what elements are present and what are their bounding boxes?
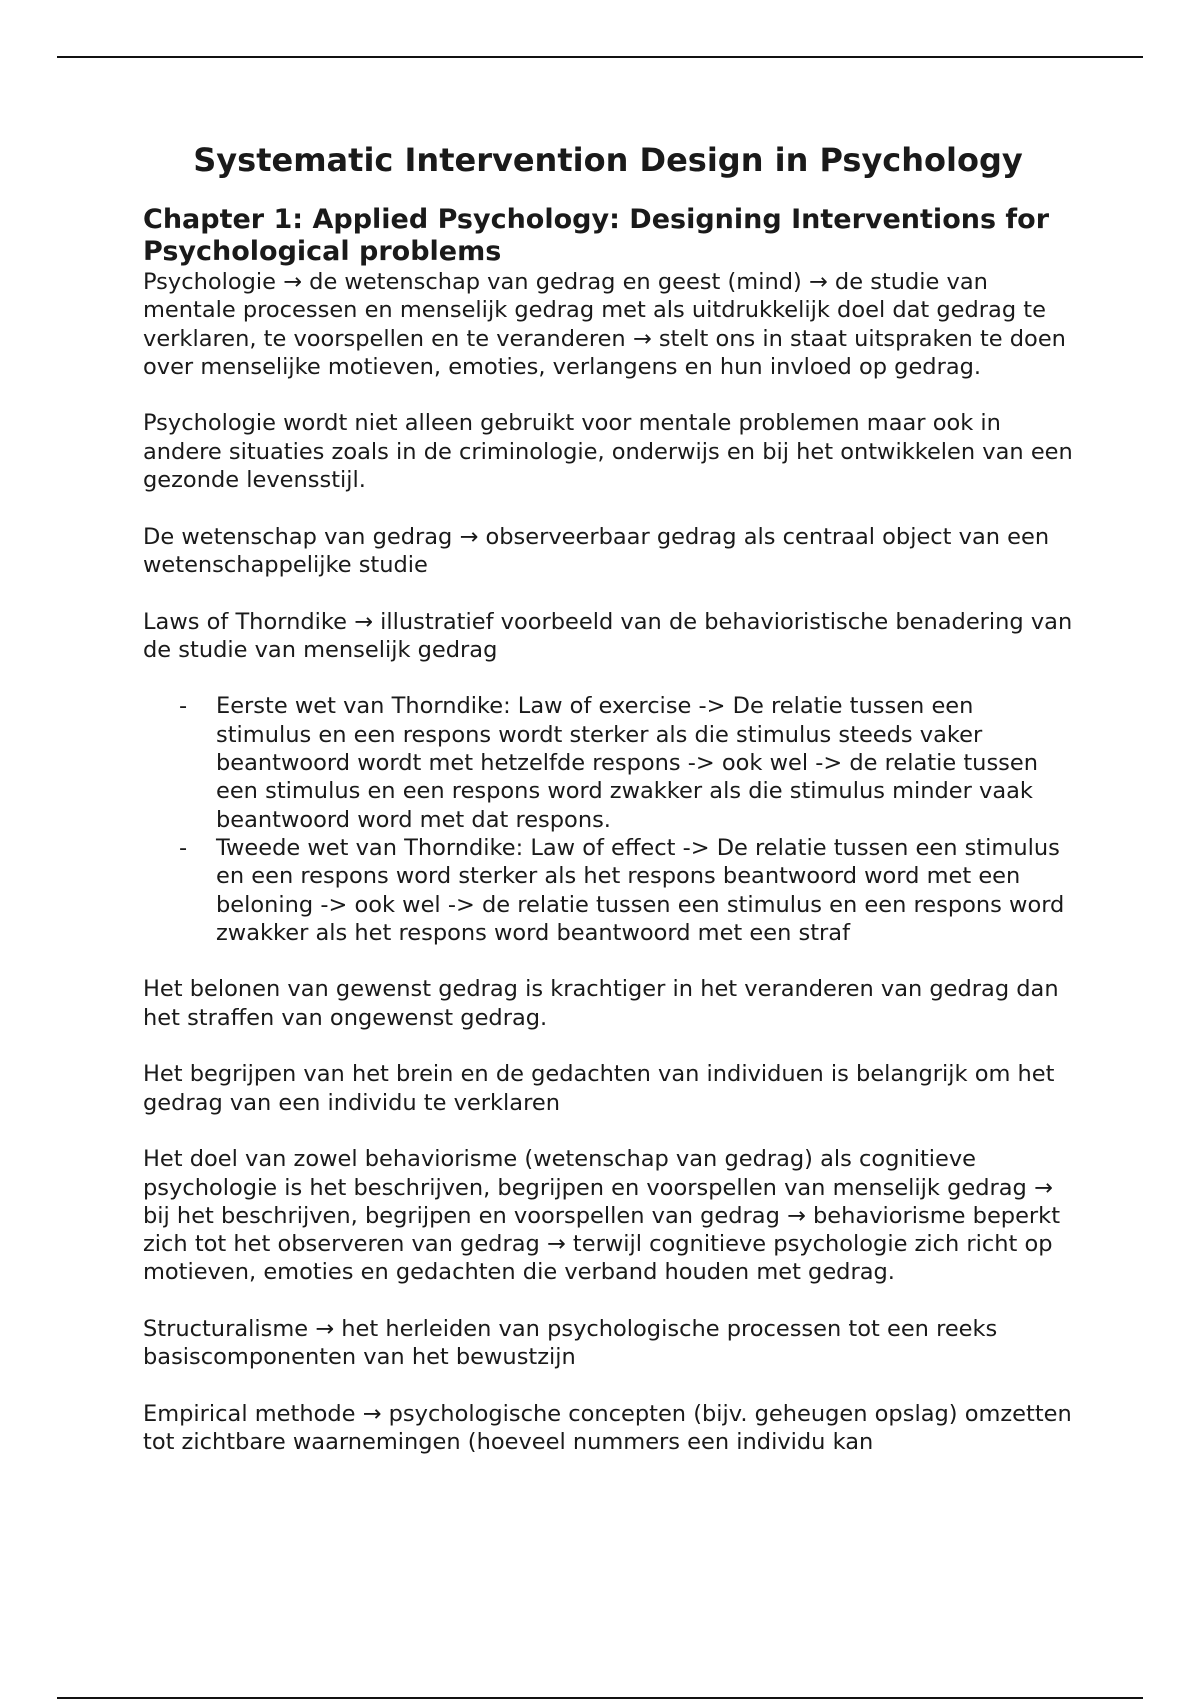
- top-rule: [57, 56, 1143, 58]
- list-bullet: -: [179, 693, 188, 720]
- list-item-text: Tweede wet van Thorndike: Law of effect -> De relatie tussen een stimulus en een respons word sterker als het respons beantwoord word met een beloning -> ook wel -> de relatie tussen een stimulus en een respons word zwakker als het respons word beantwoord met een straf: [216, 834, 1065, 946]
- list-bullet: -: [179, 834, 188, 861]
- thorndike-laws-list: [143, 692, 1073, 947]
- paragraph-laws-of-thorndike: Laws of Thorndike → illustratief voorbeeld van de behavioristische benadering van de studie van menselijk gedrag: [143, 608, 1073, 663]
- paragraph-psychologie-definition: Psychologie → de wetenschap van gedrag en geest (mind) → de studie van mentale processen en menselijk gedrag met als uitdrukkelijk doel dat gedrag te verklaren, te voorspellen en te veranderen → stelt ons in staat uitspraken te doen over menselijke motieven, emoties, verlangens en hun invloed op gedrag.: [143, 269, 1066, 380]
- paragraph-wetenschap-van-gedrag: De wetenschap van gedrag → observeerbaar gedrag als centraal object van een wetenschappelijke studie: [143, 523, 1050, 578]
- list-item-law-of-exercise: [143, 692, 1073, 833]
- bottom-rule: [57, 1697, 1143, 1699]
- document-body: [143, 136, 1073, 1485]
- paragraph-brein-en-gedachten: Het begrijpen van het brein en de gedachten van individuen is belangrijk om het gedrag van een individu te verklaren: [143, 1061, 1055, 1116]
- paragraph-belonen: Het belonen van gewenst gedrag is krachtiger in het veranderen van gedrag dan het straffen van ongewenst gedrag.: [143, 976, 1059, 1031]
- list-item-text: Eerste wet van Thorndike: Law of exercise -> De relatie tussen een stimulus en een respons wordt sterker als die stimulus steeds vaker beantwoord wordt met hetzelfde respons -> ook wel -> de relatie tussen een stimulus en een respons word zwakker als die stimulus minder vaak beantwoord word met dat respons.: [216, 693, 1038, 833]
- list-item-law-of-effect: [143, 834, 1073, 947]
- document-title: Systematic Intervention Design in Psychology: [193, 141, 1023, 179]
- paragraph-structuralisme: Structuralisme → het herleiden van psychologische processen tot een reeks basiscomponenten van het bewustzijn: [143, 1315, 998, 1371]
- paragraph-behaviorisme-cognitief: Het doel van zowel behaviorisme (wetenschap van gedrag) als cognitieve psychologie is het beschrijven, begrijpen en voorspellen van menselijk gedrag → bij het beschrijven, begrijpen en voorspellen van gedrag → behaviorisme beperkt zich tot het observeren van gedrag → terwijl cognitieve psychologie zich richt op motieven, emoties en gedachten die verband houden met gedrag.: [143, 1146, 1061, 1286]
- paragraph-empirical-methode: Empirical methode → psychologische concepten (bijv. geheugen opslag) omzetten tot zichtbare waarnemingen (hoeveel nummers een individu kan: [143, 1400, 1072, 1456]
- chapter-heading: Chapter 1: Applied Psychology: Designing Interventions for Psychological problems: [143, 204, 1050, 267]
- paragraph-psychologie-usage: Psychologie wordt niet alleen gebruikt voor mentale problemen maar ook in andere situaties zoals in de criminologie, onderwijs en bij het ontwikkelen van een gezonde levensstijl.: [143, 410, 1073, 494]
